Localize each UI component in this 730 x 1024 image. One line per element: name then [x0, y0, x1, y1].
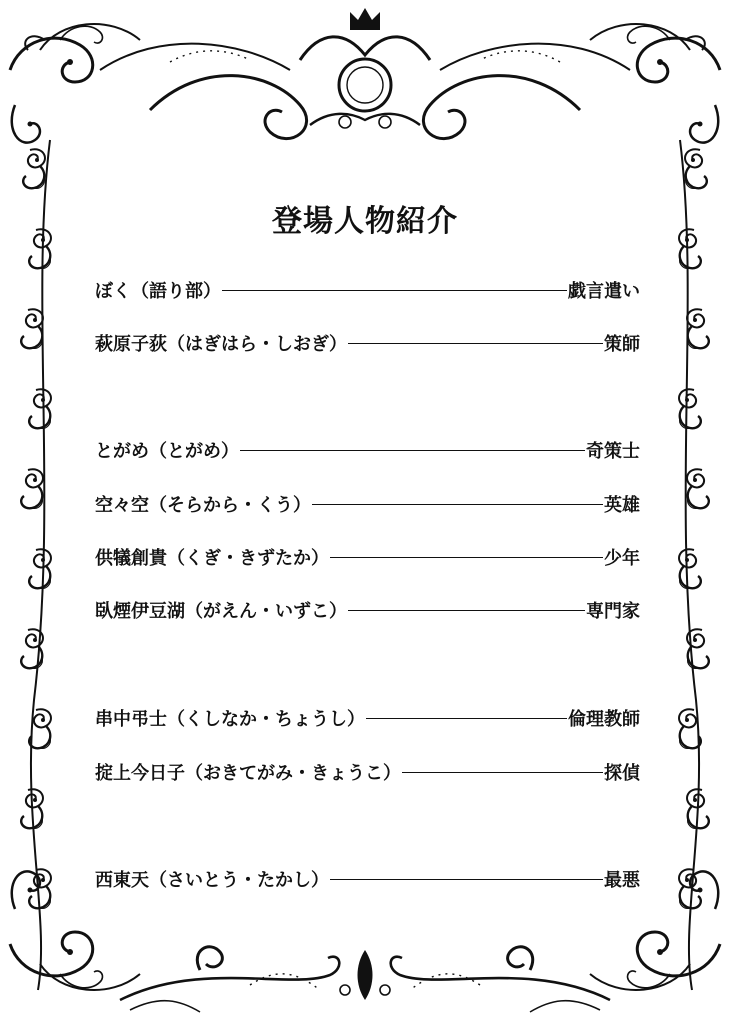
character-role: 少年: [604, 548, 640, 569]
page-title: 登場人物紹介: [272, 204, 458, 239]
bottom-ornament: [120, 947, 610, 1012]
character-name: 萩原子荻（はぎはら・しおぎ）: [95, 334, 347, 355]
leader-line: [348, 610, 585, 611]
character-row: [95, 864, 640, 894]
top-left-corner-flourish: [10, 24, 140, 143]
character-row: [95, 328, 640, 358]
leader-line: [348, 343, 603, 344]
leader-line: [366, 718, 567, 719]
character-row: [95, 489, 640, 519]
character-row: [95, 757, 640, 787]
character-row: [95, 595, 640, 625]
character-role: 専門家: [586, 601, 640, 622]
character-role: 奇策士: [586, 441, 640, 462]
leader-line: [330, 557, 603, 558]
left-side-ornament: [21, 140, 51, 990]
character-name: 西東天（さいとう・たかし）: [95, 870, 329, 891]
leader-line: [402, 772, 603, 773]
character-role: 探偵: [604, 763, 640, 784]
leader-line: [312, 504, 603, 505]
character-name: 掟上今日子（おきてがみ・きょうこ）: [95, 763, 401, 784]
top-ornament: [100, 37, 630, 139]
character-name: 空々空（そらから・くう）: [95, 495, 311, 516]
character-name: とがめ（とがめ）: [95, 441, 239, 462]
character-row: [95, 275, 640, 305]
character-role: 戯言遣い: [568, 281, 640, 302]
top-right-corner-flourish: [590, 24, 720, 143]
leader-line: [330, 879, 603, 880]
character-role: 倫理教師: [568, 709, 640, 730]
leader-line: [240, 450, 585, 451]
character-row: [95, 435, 640, 465]
leader-line: [222, 290, 567, 291]
character-role: 策師: [604, 334, 640, 355]
character-role: 最悪: [604, 870, 640, 891]
character-role: 英雄: [604, 495, 640, 516]
right-side-ornament: [679, 140, 709, 990]
character-name: 供犠創貴（くぎ・きずたか）: [95, 548, 329, 569]
character-name: 串中弔士（くしなか・ちょうし）: [95, 709, 365, 730]
character-row: [95, 542, 640, 572]
character-name: 臥煙伊豆湖（がえん・いずこ）: [95, 601, 347, 622]
character-name: ぼく（語り部）: [95, 281, 221, 302]
crown-icon: [350, 8, 380, 30]
character-row: [95, 703, 640, 733]
